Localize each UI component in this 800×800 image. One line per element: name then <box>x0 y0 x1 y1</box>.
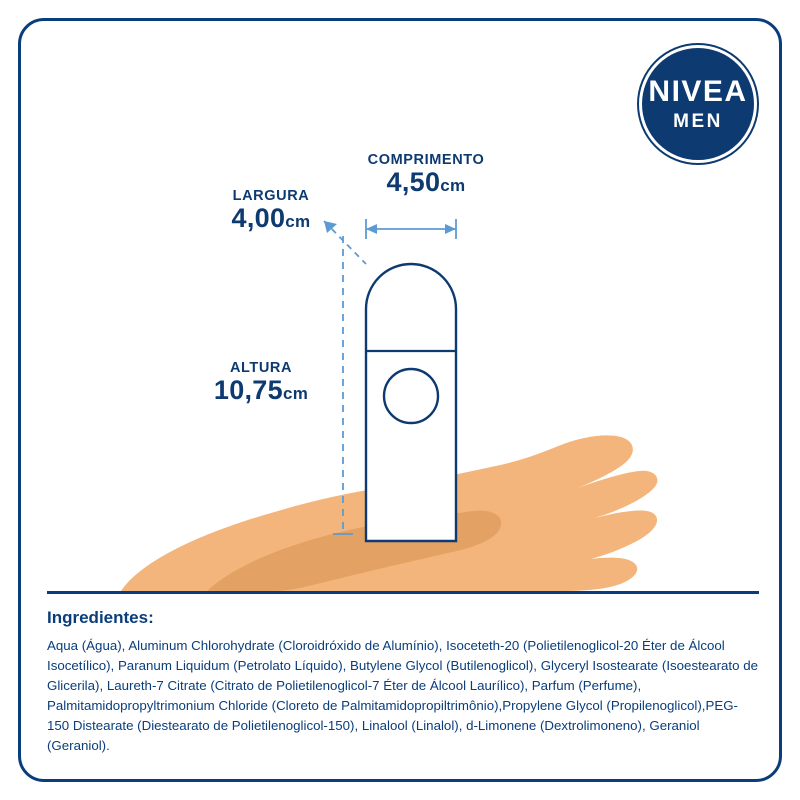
comprimento-measure-line <box>366 219 456 239</box>
product-stick <box>366 264 456 541</box>
ingredients-title: Ingredientes: <box>47 608 154 627</box>
dimension-largura-label: LARGURA <box>232 188 310 204</box>
dimension-comprimento-value: 4,50cm <box>386 167 466 198</box>
product-info-card <box>18 18 782 782</box>
dimension-largura-value: 4,00cm <box>231 203 311 234</box>
ingredients-divider <box>47 591 759 594</box>
product-dimensions-diagram <box>21 21 782 591</box>
dimension-comprimento <box>331 153 521 197</box>
logo-brand-line: MEN <box>673 111 723 132</box>
ingredients-text: Aqua (Água), Aluminum Chlorohydrate (Cloroidróxido de Alumínio), Isoceteth-20 (Polietilenoglicol-20 Éter de Álcool Isocetílico), Paranum Liquidum (Petrolato Líquido), Butylene Glycol (Butilenoglicol), Glyceryl Isostearate (Isoestearato de Glicerila), Laureth-7 Citrate (Citrato de Polietilenoglicol-7 Éter de Álcool Laurílico), Parfum (Perfume), Palmitamidopropyltrimonium Chloride (Cloreto de Palmitamidopropiltrimônio),Propylene Glycol (Propilenoglicol),PEG-150 Distearate (Diestearato de Polietilenoglicol-150), Linalool (Linalol), d-Limonene (Dextrolimoneno), Geraniol (Geraniol). <box>47 638 758 753</box>
logo-brand-name: NIVEA <box>648 75 748 108</box>
dimension-altura <box>181 361 341 405</box>
dimension-largura <box>191 189 351 233</box>
dimension-altura-unit: cm <box>282 384 309 404</box>
dimension-altura-label: ALTURA <box>229 360 293 376</box>
diagram-svg <box>21 21 782 591</box>
dimension-comprimento-unit: cm <box>440 176 466 196</box>
dimension-comprimento-label: COMPRIMENTO <box>367 152 485 168</box>
stick-logo-circle <box>384 369 438 423</box>
ingredients-section <box>21 591 782 756</box>
dimension-altura-value: 10,75cm <box>213 375 309 406</box>
dimension-largura-unit: cm <box>285 212 311 232</box>
